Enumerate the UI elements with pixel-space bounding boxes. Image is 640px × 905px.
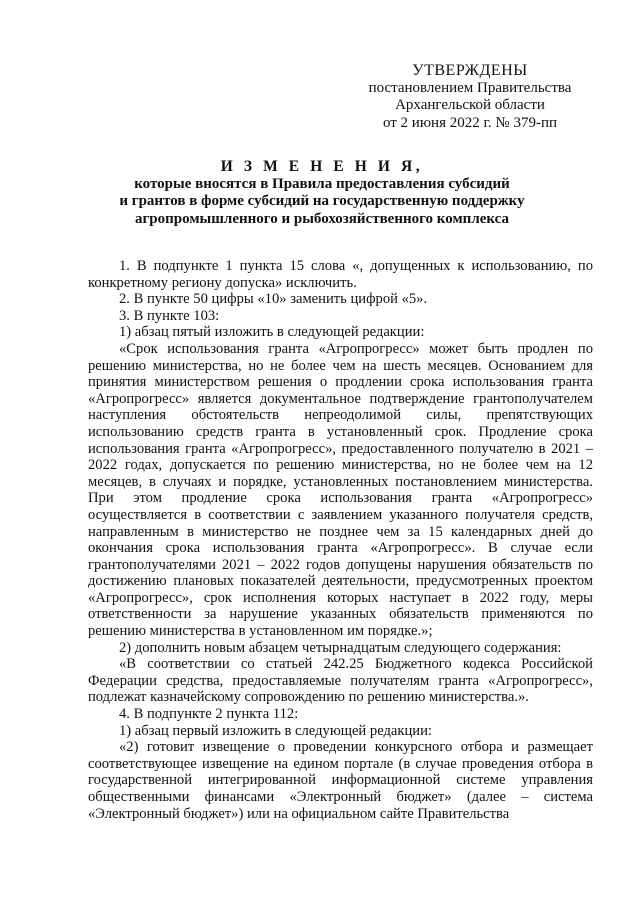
paragraph: 4. В подпункте 2 пункта 112: — [119, 706, 299, 723]
title-line: которые вносятся в Правила предоставления субсидий — [134, 175, 510, 192]
paragraph: «2) готовит извещение о проведении конкурсного отбора и размещает соответствующее извещение на едином портале (в случае проведения отбора в государственной интегрированной информационной системе управления общественными финансами «Электронный бюджет» (далее – система «Электронный бюджет») или на официальном сайте Правительства — [88, 739, 593, 822]
approval-heading: УТВЕРЖДЕНЫ — [412, 62, 528, 79]
paragraph: 1) абзац пятый изложить в следующей редакции: — [119, 324, 425, 341]
paragraph: 1) абзац первый изложить в следующей редакции: — [119, 722, 432, 739]
document-title — [90, 158, 554, 228]
approval-date: от 2 июня 2022 г. № 379-пп — [382, 114, 558, 131]
paragraph: 2. В пункте 50 цифры «10» заменить цифрой «5». — [119, 291, 428, 308]
title-main: И З М Е Н Е Н И Я, — [220, 158, 424, 175]
document-body — [88, 258, 593, 822]
title-line: агропромышленного и рыбохозяйственного комплекса — [134, 210, 510, 227]
paragraph: «В соответствии со статьей 242.25 Бюджетного кодекса Российской Федерации средства, предоставляемые получателям гранта «Агропрогресс», подлежат казначейскому сопровождению по решению министерства.». — [88, 656, 593, 706]
paragraph: «Срок использования гранта «Агропрогресс» может быть продлен по решению министерства, но не более чем на шесть месяцев. Основанием для принятия министерством решения о продлении срока использования гранта «Агропрогресс» является документальное подтверждение грантополучателем наступления обстоятельств непреодолимой силы, препятствующих использованию средств гранта в установленный срок. Продление срока использования гранта «Агропрогресс», предоставленного получателю в 2021 – 2022 годах, допускается по решению министерства, но не более чем на 12 месяцев, в случаях и порядке, установленных постановлением министерства. При этом продление срока использования гранта «Агропрогресс» осуществляется в соответствии с заявлением указанного получателя средств, направленным в министерство не позднее чем за 15 календарных дней до окончания срока использования гранта «Агропрогресс». В случае если грантополучателями 2021 – 2022 годов допущены нарушения обязательств по достижению плановых показателей деятельности, предусмотренных проектом «Агропрогресс», срок исполнения которых наступает в 2022 году, меры ответственности за нарушение указанных обязательств применяются по решению министерства в установленном им порядке.»; — [88, 340, 593, 640]
paragraph: 1. В подпункте 1 пункта 15 слова «, допущенных к использованию, по конкретному региону допуска» исключить. — [88, 258, 593, 291]
approval-line: Архангельской области — [395, 97, 545, 113]
approval-stamp — [360, 62, 580, 132]
paragraph: 2) дополнить новым абзацем четырнадцатым следующего содержания: — [119, 639, 562, 656]
approval-line: постановлением Правительства — [368, 79, 572, 96]
title-line: и грантов в форме субсидий на государственную поддержку — [119, 193, 525, 209]
paragraph: 3. В пункте 103: — [119, 307, 220, 324]
